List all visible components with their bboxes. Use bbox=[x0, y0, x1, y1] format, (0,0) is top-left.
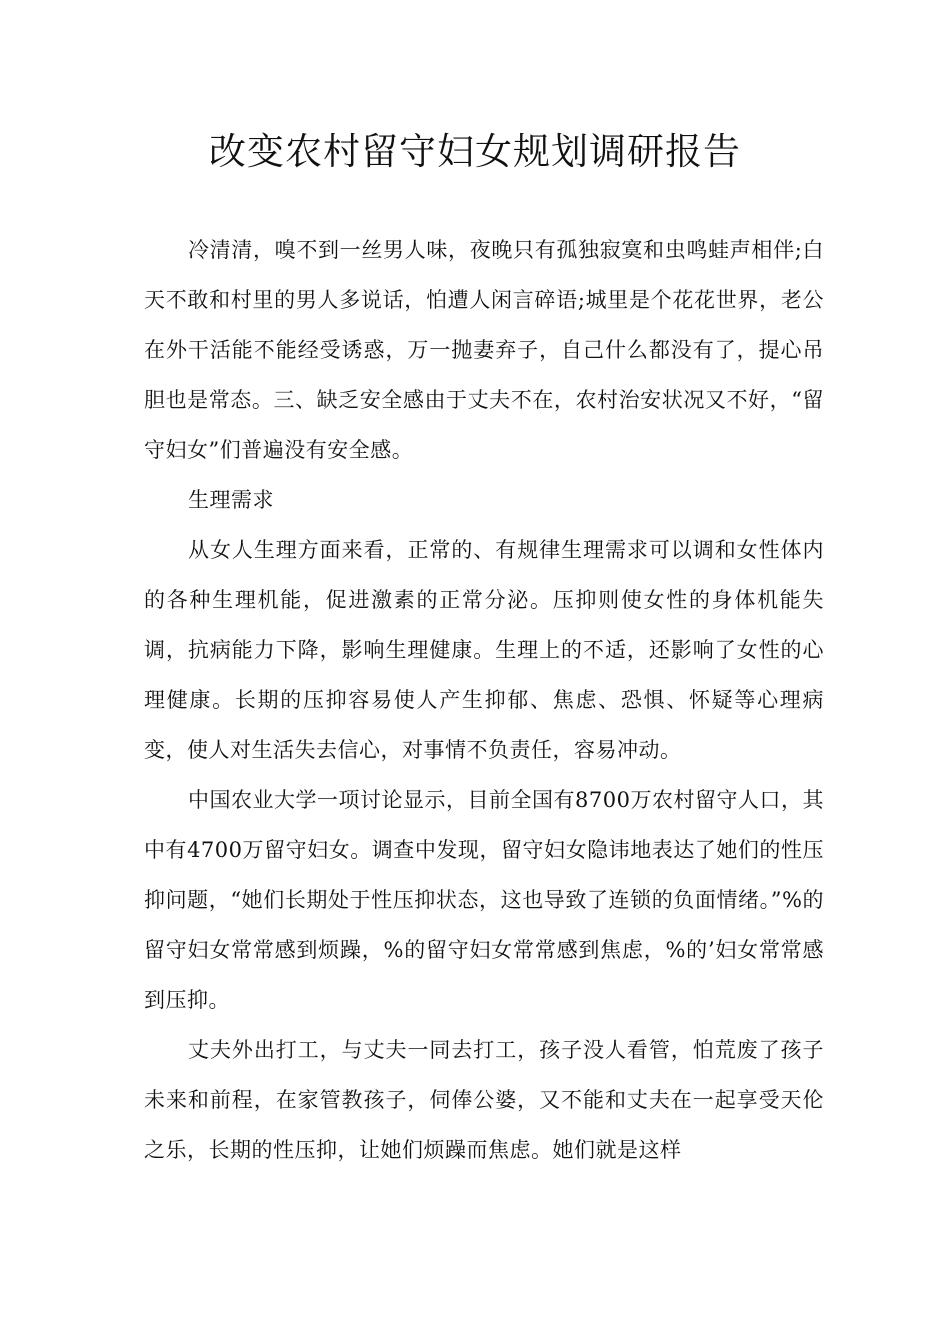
section-heading: 生理需求 bbox=[188, 488, 274, 512]
paragraph-3: 中国农业大学一项讨论显示，目前全国有8700万农村留守人口，其中有4700万留守妇女。调查中发现，留守妇女隐讳地表达了她们的性压抑问题，“她们长期处于性压抑状态，这也导致了连锁的负面情绪。”%的留守妇女常常感到烦躁，%的留守妇女常常感到焦虑，%的’妇女常常感到压抑。 bbox=[144, 788, 824, 1012]
paragraph-1: 冷清清，嗅不到一丝男人味，夜晚只有孤独寂寞和虫鸣蛙声相伴;白天不敢和村里的男人多说话，怕遭人闲言碎语;城里是个花花世界，老公在外干活能不能经受诱惑，万一抛妻弃子，自己什么都没有了，提心吊胆也是常态。三、缺乏安全感由于丈夫不在，农村治安状况又不好，“留守妇女”们普遍没有安全感。 bbox=[144, 238, 824, 462]
document-title: 改变农村留守妇女规划调研报告 bbox=[209, 130, 741, 173]
document-body bbox=[144, 225, 824, 1175]
paragraph-2: 从女人生理方面来看，正常的、有规律生理需求可以调和女性体内的各种生理机能，促进激素的正常分泌。压抑则使女性的身体机能失调，抗病能力下降，影响生理健康。生理上的不适，还影响了女性的心理健康。长期的压抑容易使人产生抑郁、焦虑、恐惧、怀疑等心理病变，使人对生活失去信心，对事情不负责任，容易冲动。 bbox=[144, 538, 824, 762]
paragraph-4: 丈夫外出打工，与丈夫一同去打工，孩子没人看管，怕荒废了孩子未来和前程，在家管教孩子，伺俸公婆，又不能和丈夫在一起享受天伦之乐，长期的性压抑，让她们烦躁而焦虑。她们就是这样 bbox=[144, 1038, 824, 1162]
